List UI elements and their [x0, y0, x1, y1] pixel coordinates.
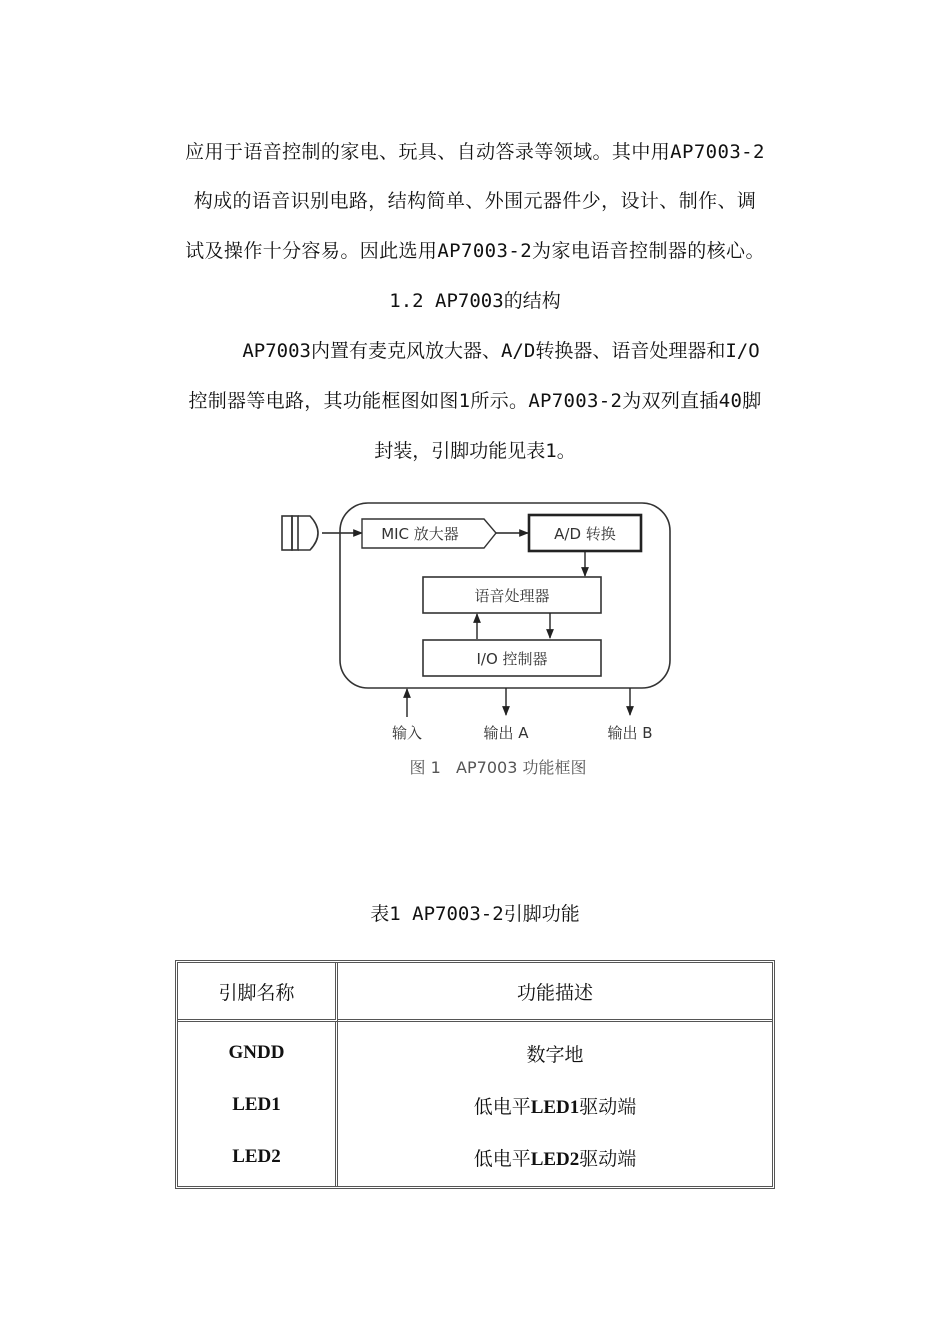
text-run: 转换器、语音处理器和: [535, 340, 726, 362]
text-run: 1: [458, 390, 471, 412]
body-text-line: [0, 439, 950, 463]
body-text-line: [0, 389, 950, 413]
text-run: 驱动端: [579, 1095, 637, 1118]
input-label: 输入: [391, 724, 423, 742]
processor-label: 语音处理器: [474, 587, 550, 605]
body-text-line: [0, 339, 950, 363]
pin-desc-cell: [338, 1022, 772, 1079]
table-title: [0, 902, 950, 926]
text-run: 。: [556, 440, 576, 462]
text-run: A/D: [500, 340, 536, 362]
text-run: 1 AP7003-2: [389, 903, 504, 925]
text-run: 试及操作十分容易。因此选用: [185, 240, 438, 262]
text-run: AP7003-2: [437, 240, 533, 262]
pin-function-table: [175, 960, 775, 1189]
table-header-row: [178, 963, 772, 1022]
pin-name-cell: LED2: [178, 1131, 338, 1186]
text-run: AP7003-2: [670, 141, 765, 163]
text-run: 为双列直插: [622, 390, 719, 412]
table-row: [178, 1079, 772, 1131]
io-label: I/O 控制器: [476, 650, 548, 668]
output-b-label: 输出 B: [607, 724, 653, 742]
text-run: 低电平: [473, 1095, 531, 1118]
text-run: 为家电语音控制器的核心。: [532, 240, 765, 262]
text-run: 脚: [742, 390, 762, 412]
pin-name-cell: GNDD: [178, 1022, 338, 1079]
text-run: 引脚功能: [503, 903, 580, 925]
pin-desc-cell: [338, 1131, 772, 1186]
text-run: 1: [545, 440, 557, 462]
text-run: LED2: [530, 1148, 580, 1170]
microphone-icon: [282, 516, 318, 550]
text-run: I/O: [725, 340, 760, 362]
text-run: 控制器等电路，其功能框图如图: [188, 390, 459, 412]
text-run: 封装，引脚功能见表: [374, 440, 546, 462]
table-row: [178, 1022, 772, 1079]
text-run: AP7003-2: [528, 390, 623, 412]
text-run: 数字地: [526, 1043, 584, 1066]
section-number: 1.2 AP7003: [389, 290, 504, 312]
body-text-line: [0, 140, 950, 164]
text-run: 驱动端: [579, 1147, 637, 1170]
pin-name-cell: LED1: [178, 1079, 338, 1131]
text-run: LED1: [530, 1096, 580, 1118]
text-run: AP7003: [242, 340, 311, 362]
figure-caption: 图 1 AP7003 功能框图: [409, 758, 587, 777]
mic-amp-label: MIC 放大器: [381, 525, 459, 543]
text-run: 内置有麦克风放大器、: [310, 340, 501, 362]
section-title: 的结构: [503, 290, 561, 312]
adc-label: A/D 转换: [554, 525, 616, 543]
body-text-line: [0, 239, 950, 263]
output-a-label: 输出 A: [483, 724, 529, 742]
pin-desc-cell: [338, 1079, 772, 1131]
text-run: 构成的语音识别电路，结构简单、外围元器件少，设计、制作、调: [193, 190, 757, 212]
text-run: 40: [718, 390, 743, 412]
section-heading: [0, 289, 950, 313]
table-row: [178, 1131, 772, 1186]
body-text-line: [0, 189, 950, 213]
text-run: 表: [370, 903, 390, 925]
column-header: 功能描述: [338, 963, 772, 1022]
text-run: 所示。: [470, 390, 529, 412]
column-header: 引脚名称: [178, 963, 338, 1022]
text-run: 低电平: [473, 1147, 531, 1170]
function-block-diagram: [270, 495, 690, 795]
text-run: 应用于语音控制的家电、玩具、自动答录等领域。其中用: [185, 141, 671, 163]
